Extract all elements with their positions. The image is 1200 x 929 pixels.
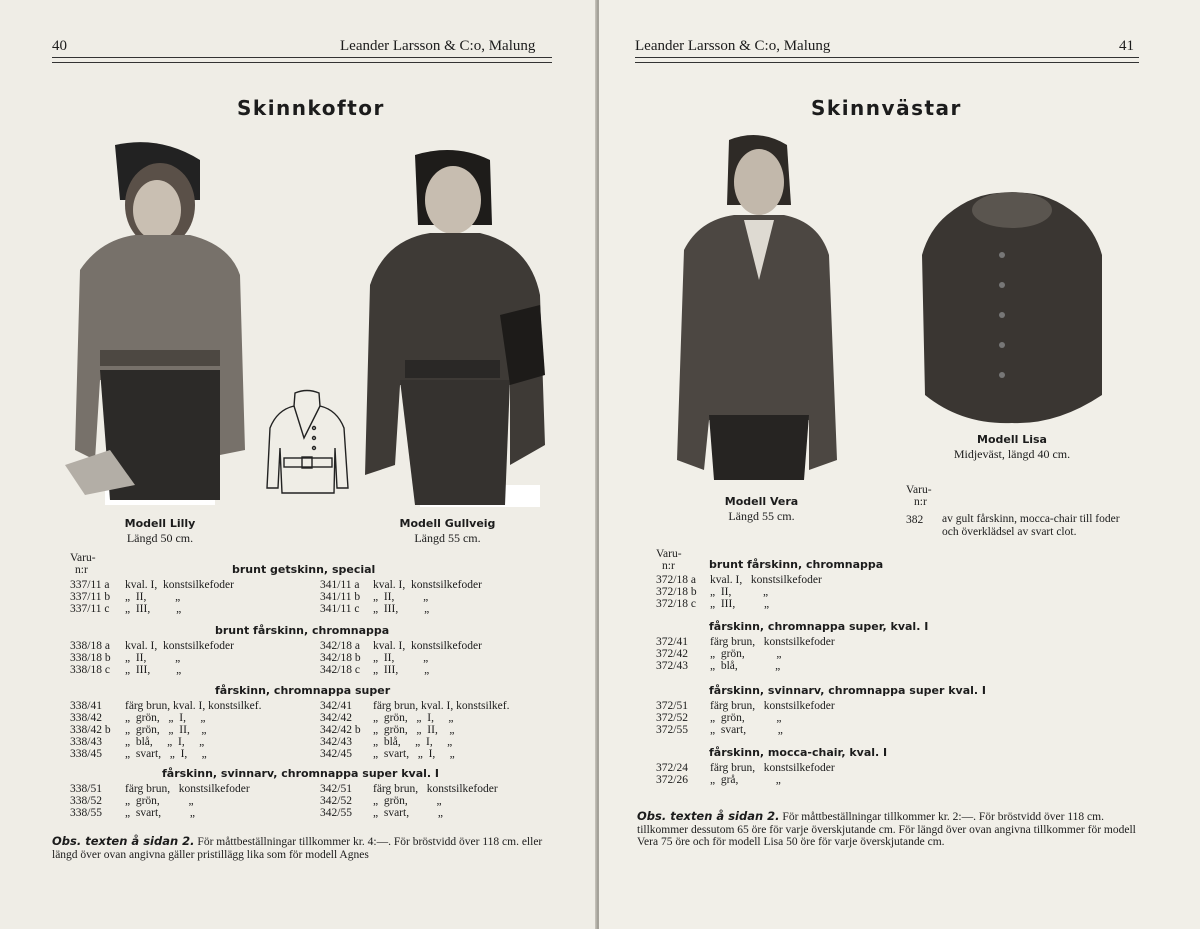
section-title: fårskinn, svinnarv, chromnappa super kval. I	[709, 684, 987, 697]
article-numbers: 338/51 338/52 338/55	[70, 783, 102, 819]
article-specs: färg brun, konstsilkefoder „ grön, „ „ svart, „	[125, 783, 250, 819]
article-specs: färg brun, kval. I, konstsilkef. „ grön, „ I, „ „ grön, „ II, „ „ blå, „ I, „ „ svart, „ I, „	[373, 700, 510, 760]
article-numbers: 342/51 342/52 342/55	[320, 783, 352, 819]
model-name: Modell Vera	[724, 495, 799, 508]
article-numbers: 338/18 a 338/18 b 338/18 c	[70, 640, 111, 676]
nr-label: n:r	[914, 496, 927, 508]
photo-modell-lilly	[60, 140, 255, 510]
varu-label: Varu-	[656, 548, 682, 560]
note	[637, 810, 1142, 849]
section-title: brunt fårskinn, chromnappa	[215, 624, 390, 637]
article-number: 382	[906, 514, 924, 526]
section-title: fårskinn, chromnappa super	[215, 684, 391, 697]
model-lisa-caption	[937, 432, 1087, 462]
model-lilly-caption	[95, 516, 225, 546]
model-desc: Midjeväst, längd 40 cm.	[953, 447, 1071, 461]
header-rule	[52, 57, 552, 63]
section-title: fårskinn, chromnappa super, kval. I	[709, 620, 929, 633]
running-header: Leander Larsson & C:o, Malung	[635, 38, 831, 54]
article-numbers: 372/41 372/42 372/43	[656, 636, 688, 672]
model-name: Modell Gullveig	[399, 517, 496, 530]
page-title: Skinnvästar	[811, 96, 962, 120]
model-vera-caption	[699, 494, 824, 524]
article-specs: kval. I, konstsilkefoder „ II, „ „ III, „	[125, 640, 234, 676]
page-title: Skinnkoftor	[237, 96, 385, 120]
page-number: 41	[1119, 38, 1134, 54]
article-numbers: 341/11 a 341/11 b 341/11 c	[320, 579, 361, 615]
nr-label: n:r	[662, 560, 675, 572]
article-numbers: 372/51 372/52 372/55	[656, 700, 688, 736]
section-title: fårskinn, mocca-chair, kval. I	[709, 746, 888, 759]
article-numbers: 342/18 a 342/18 b 342/18 c	[320, 640, 361, 676]
left-page	[0, 0, 597, 929]
lisa-description: av gult fårskinn, mocca-chair till foder och överklädsel av svart clot.	[942, 513, 1120, 538]
section-title: fårskinn, svinnarv, chromnappa super kval. I	[162, 767, 440, 780]
article-numbers: 342/41 342/42 342/42 b 342/43 342/45	[320, 700, 361, 760]
note-text: För måttbeställningar tillkommer kr. 2:—. För bröstvidd över 118 cm. tillkommer dessutom 65 öre för varje överskjutande cm. För längd över ovan angivna tillkommer för modell Vera 75 öre och för modell Lisa 50 öre för varje överskjutande cm.	[637, 811, 1136, 848]
photo-modell-vera	[669, 130, 844, 490]
model-name: Modell Lilly	[124, 517, 196, 530]
model-length: Längd 55 cm.	[414, 531, 481, 545]
note-text: För måttbeställningar tillkommer kr. 4:—. För bröstvidd över 118 cm. eller längd över ovan angivna gäller pristillägg lika som för modell Agnes	[52, 836, 543, 861]
article-specs: färg brun, konstsilkefoder „ grön, „ „ svart, „	[373, 783, 498, 819]
article-specs: färg brun, konstsilkefoder „ grå, „	[710, 762, 835, 786]
article-numbers: 372/18 a 372/18 b 372/18 c	[656, 574, 697, 610]
section-title: brunt fårskinn, chromnappa	[709, 558, 884, 571]
running-header: Leander Larsson & C:o, Malung	[340, 38, 536, 54]
article-specs: kval. I, konstsilkefoder „ II, „ „ III, „	[373, 579, 482, 615]
article-specs: kval. I, konstsilkefoder „ II, „ „ III, „	[710, 574, 822, 610]
article-specs: färg brun, konstsilkefoder „ grön, „ „ svart, „	[710, 700, 835, 736]
model-length: Längd 50 cm.	[126, 531, 194, 545]
header-rule	[635, 57, 1139, 63]
right-page	[599, 0, 1200, 929]
article-numbers: 337/11 a 337/11 b 337/11 c	[70, 579, 111, 615]
jacket-sketch	[262, 388, 352, 498]
varu-label: Varu-	[906, 484, 932, 496]
model-length: Längd 55 cm.	[728, 509, 795, 523]
article-specs: färg brun, kval. I, konstsilkef. „ grön, „ I, „ „ grön, „ II, „ „ blå, „ I, „ „ svart, „ I, „	[125, 700, 262, 760]
article-specs: kval. I, konstsilkefoder „ II, „ „ III, „	[125, 579, 234, 615]
photo-modell-gullveig	[360, 145, 550, 515]
model-name: Modell Lisa	[977, 433, 1047, 446]
article-numbers: 372/24 372/26	[656, 762, 688, 786]
article-numbers: 338/41 338/42 338/42 b 338/43 338/45	[70, 700, 111, 760]
photo-modell-lisa	[917, 185, 1107, 430]
section-title: brunt getskinn, special	[232, 563, 376, 576]
article-specs: kval. I, konstsilkefoder „ II, „ „ III, „	[373, 640, 482, 676]
varu-label: Varu-	[70, 552, 96, 564]
nr-label: n:r	[75, 564, 88, 576]
note	[52, 835, 557, 861]
article-specs: färg brun, konstsilkefoder „ grön, „ „ blå, „	[710, 636, 835, 672]
page-number: 40	[52, 38, 67, 54]
model-gullveig-caption	[380, 516, 515, 546]
note-label: Obs. texten å sidan 2.	[637, 809, 780, 823]
note-label: Obs. texten å sidan 2.	[52, 834, 195, 848]
